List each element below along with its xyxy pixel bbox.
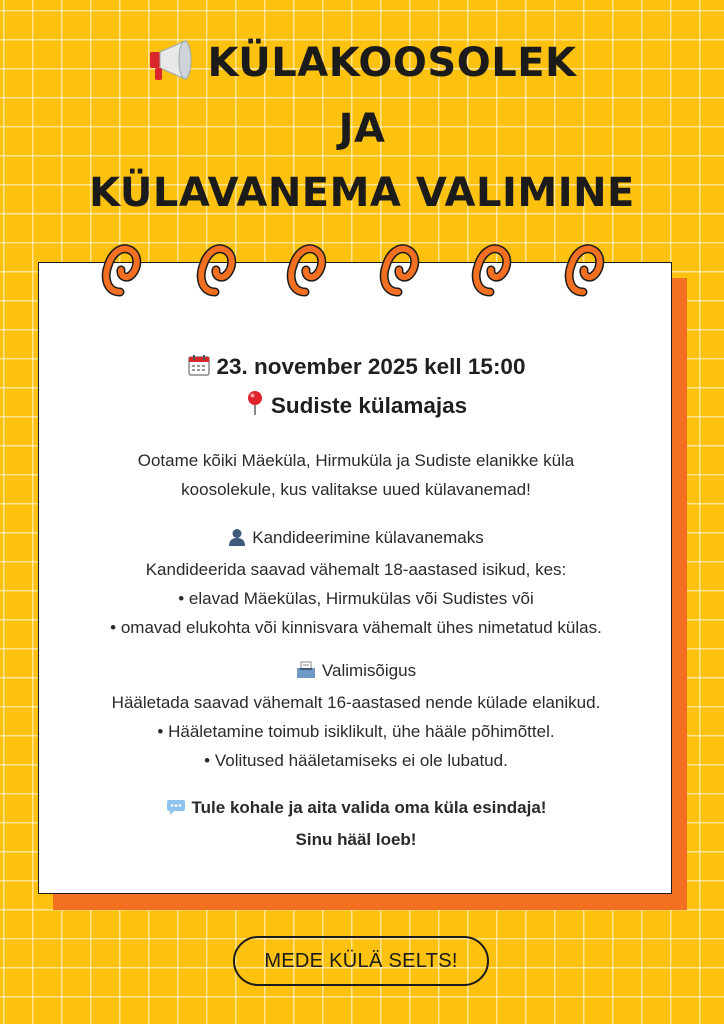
title-text-1: KÜLAKOOSOLEK — [207, 40, 577, 86]
candidacy-section — [39, 523, 673, 642]
notice-card — [38, 262, 672, 894]
event-datetime — [39, 353, 673, 383]
intro-line: koosolekule, kus valitakse uued külavanemad! — [181, 480, 531, 499]
spiral-ring-icon — [285, 236, 329, 310]
closing-line-2: Sinu hääl loeb! — [295, 830, 417, 849]
voting-heading — [39, 656, 673, 688]
candidacy-heading — [39, 523, 673, 555]
spiral-ring-icon — [378, 236, 422, 310]
person-icon — [228, 526, 246, 555]
spiral-ring-icon — [100, 236, 144, 310]
candidacy-heading-text: Kandideerimine külavanemaks — [252, 528, 484, 547]
title-line-3: KÜLAVANEMA VALIMINE — [89, 170, 635, 216]
voting-heading-text: Valimisõigus — [321, 661, 417, 680]
event-location — [39, 390, 673, 422]
calendar-icon — [187, 353, 211, 383]
ballot-box-icon — [296, 659, 316, 688]
event-location-text: Sudiste külamajas — [270, 393, 468, 418]
spiral-ring-icon — [470, 236, 514, 310]
pin-icon — [245, 390, 265, 422]
spiral-ring-icon — [563, 236, 607, 310]
megaphone-icon — [147, 38, 199, 92]
closing-line-1 — [39, 793, 673, 825]
voting-bullet: • Volitused hääletamiseks ei ole lubatud. — [204, 751, 508, 770]
candidacy-line: Kandideerida saavad vähemalt 18-aastased isikud, kes: — [145, 560, 567, 579]
organizer-badge: MEDE KÜLÄ SELTS! — [233, 936, 489, 986]
title-line-1 — [0, 38, 724, 92]
candidacy-bullet: • elavad Mäekülas, Hirmukülas või Sudistes või — [178, 589, 534, 608]
intro-paragraph — [39, 446, 673, 504]
closing-line-1-text: Tule kohale ja aita valida oma küla esindaja! — [191, 798, 547, 817]
title-line-2: JA — [338, 106, 386, 152]
closing-section — [39, 793, 673, 854]
voting-bullet: • Hääletamine toimub isiklikult, ühe hääle põhimõttel. — [157, 722, 555, 741]
intro-line: Ootame kõiki Mäeküla, Hirmuküla ja Sudiste elanikke küla — [137, 451, 575, 470]
event-datetime-text: 23. november 2025 kell 15:00 — [216, 354, 526, 379]
voting-line: Hääletada saavad vähemalt 16-aastased nende külade elanikud. — [111, 693, 601, 712]
spiral-ring-icon — [195, 236, 239, 310]
speech-bubble-icon — [166, 796, 186, 825]
candidacy-bullet: • omavad elukohta või kinnisvara vähemalt ühes nimetatud külas. — [110, 618, 602, 637]
voting-section — [39, 656, 673, 775]
